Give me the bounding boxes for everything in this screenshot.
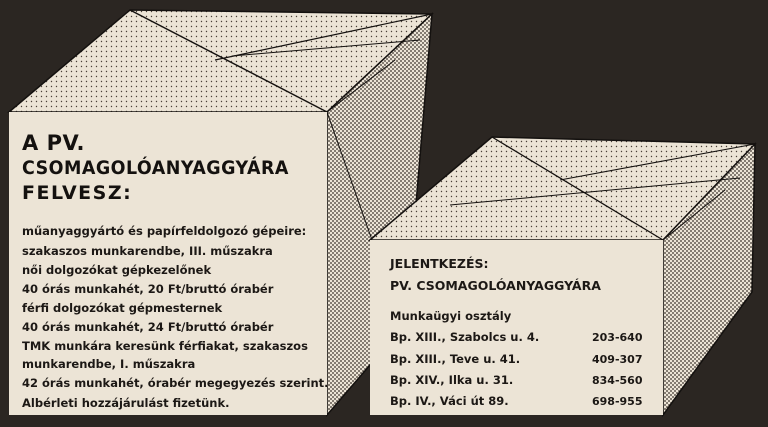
- contact-phone: 698-955: [592, 395, 643, 408]
- body-line: műanyaggyártó és papírfeldolgozó gépeire:: [22, 224, 307, 238]
- contact-department: Munkaügyi osztály: [390, 309, 512, 323]
- body-line: munkarendbe, I. műszakra: [22, 357, 196, 371]
- contact-phone: 409-307: [592, 353, 643, 366]
- contact-company: PV. CSOMAGOLÓANYAGGYÁRA: [390, 278, 601, 293]
- body-line: 40 órás munkahét, 24 Ft/bruttó órabér: [22, 320, 274, 334]
- contact-heading: JELENTKEZÉS:: [390, 256, 489, 271]
- headline-line-3: FELVESZ:: [22, 182, 133, 204]
- body-line: 42 órás munkahét, órabér megegyezés szerint.: [22, 376, 329, 390]
- body-line: 40 órás munkahét, 20 Ft/bruttó órabér: [22, 282, 274, 296]
- body-line: női dolgozókat gépkezelőnek: [22, 263, 212, 277]
- headline-line-2: CSOMAGOLÓANYAGGYÁRA: [22, 157, 289, 179]
- contact-address: Bp. IV., Váci út 89.: [390, 394, 509, 408]
- headline-line-1: A PV.: [22, 131, 85, 155]
- body-line: Albérleti hozzájárulást fizetünk.: [22, 396, 230, 410]
- body-line: TMK munkára keresünk férfiakat, szakaszos: [22, 339, 308, 353]
- contact-address: Bp. XIV., Ilka u. 31.: [390, 373, 514, 387]
- contact-phone: 203-640: [592, 331, 643, 344]
- contact-phone: 834-560: [592, 374, 643, 387]
- body-line: szakaszos munkarendbe, III. műszakra: [22, 244, 273, 258]
- contact-address: Bp. XIII., Teve u. 41.: [390, 352, 521, 366]
- body-line: férfi dolgozókat gépmesternek: [22, 301, 223, 315]
- contact-address: Bp. XIII., Szabolcs u. 4.: [390, 330, 540, 344]
